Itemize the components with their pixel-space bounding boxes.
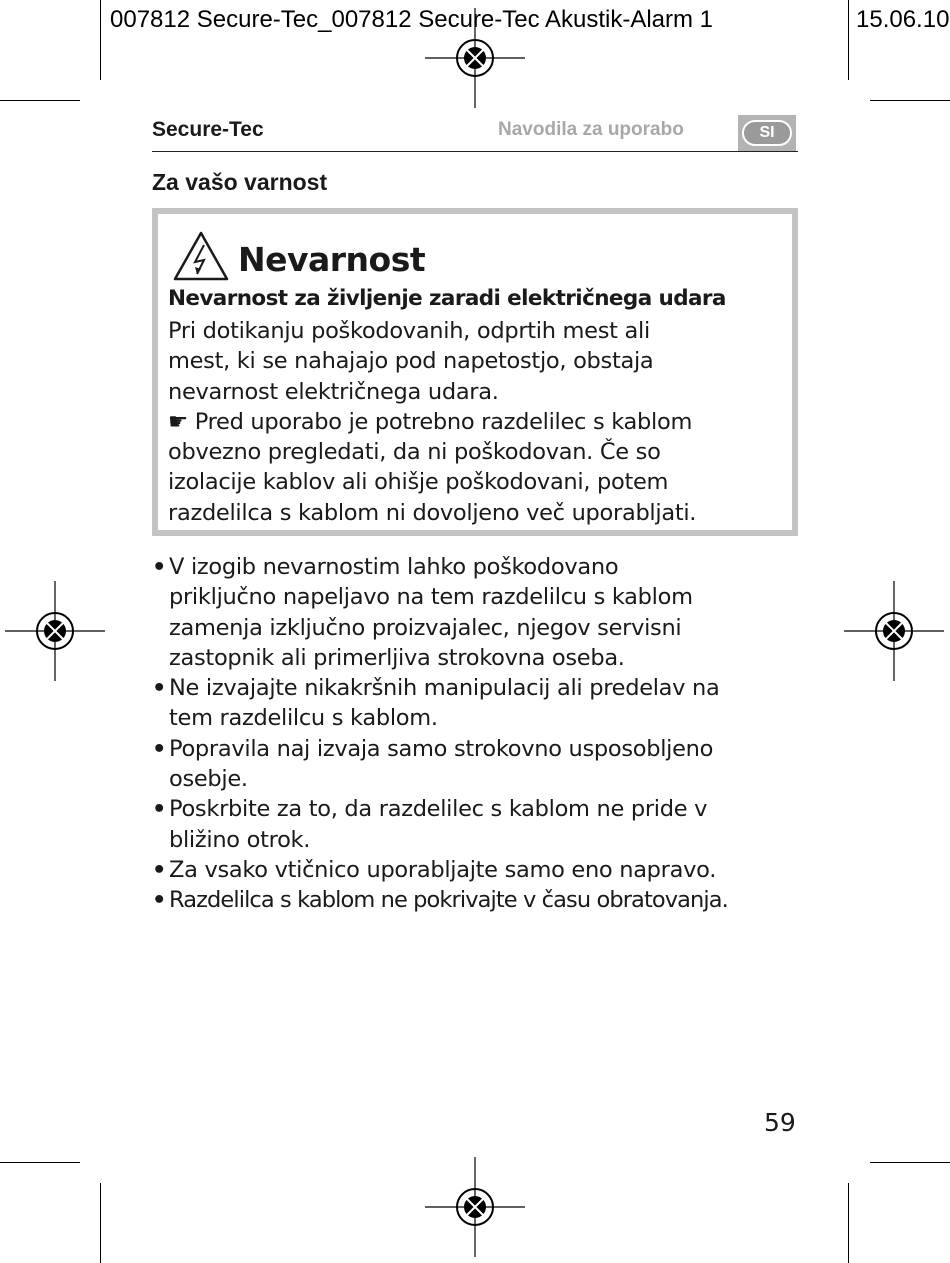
danger-warning-box xyxy=(152,208,798,536)
list-item-line: osebje. xyxy=(169,766,248,793)
list-item-line: zamenja izključno proizvajalec, njegov servisni xyxy=(169,614,682,641)
instruction-text: Pred uporabo je potrebno razdelilec s kablom xyxy=(187,408,693,435)
crop-mark xyxy=(0,1162,80,1163)
list-item xyxy=(152,734,812,795)
bullet-icon: • xyxy=(152,675,167,702)
list-item-line: Razdelilca s kablom ne pokrivajte v času obratovanja. xyxy=(169,887,728,914)
page-number: 59 xyxy=(764,1108,796,1137)
crop-mark xyxy=(848,0,849,80)
list-item-line: Popravila naj izvaja samo strokovno usposobljeno xyxy=(169,735,714,762)
language-code: SI xyxy=(742,120,792,146)
registration-mark-icon xyxy=(844,581,944,681)
list-item-line: tem razdelilcu s kablom. xyxy=(169,705,438,732)
brand-name: Secure-Tec xyxy=(152,118,264,141)
registration-mark-icon xyxy=(425,1157,525,1257)
warning-body xyxy=(168,316,798,528)
list-item xyxy=(152,885,812,915)
list-item-line: priključno napeljavo na tem razdelilcu s kablom xyxy=(169,584,693,611)
bullet-icon: • xyxy=(152,887,166,914)
safety-bullet-list xyxy=(152,552,812,916)
list-item xyxy=(152,855,812,885)
document-title: Navodila za uporabo xyxy=(498,119,684,140)
list-item-line: bližino otrok. xyxy=(169,826,311,853)
list-item-line: Poskrbite za to, da razdelilec s kablom ne pride v xyxy=(169,796,708,823)
high-voltage-warning-icon xyxy=(172,230,230,282)
crop-mark xyxy=(870,100,950,101)
print-slug-date: 15.06.10 xyxy=(856,6,950,33)
section-heading: Za vašo varnost xyxy=(152,169,328,195)
crop-mark xyxy=(100,1183,101,1263)
bullet-icon: • xyxy=(152,554,167,580)
list-item-line: zastopnik ali primerljiva strokovna oseba. xyxy=(169,644,625,671)
warning-text-line: mest, ki se nahajajo pod napetostjo, obstaja xyxy=(168,348,654,375)
warning-text-line: nevarnost električnega udara. xyxy=(168,378,499,405)
warning-instruction-line: obvezno pregledati, da ni poškodovan. Če so xyxy=(168,439,661,466)
warning-instruction-line xyxy=(168,407,798,437)
list-item-line: V izogib nevarnostim lahko poškodovano xyxy=(169,554,619,580)
registration-mark-icon xyxy=(425,8,525,108)
list-item-line: Ne izvajajte nikakršnih manipulacij ali predelav na xyxy=(169,675,720,702)
warning-subtitle: Nevarnost za življenje zaradi električnega udara xyxy=(168,286,726,311)
list-item xyxy=(152,794,812,855)
list-item xyxy=(152,552,812,673)
crop-mark xyxy=(0,100,80,101)
bullet-icon: • xyxy=(152,735,167,762)
print-slug-file: 007812 Secure-Tec_007812 Secure-Tec Akustik-Alarm 1 xyxy=(110,6,713,33)
language-badge xyxy=(738,115,796,151)
warning-text-line: Pri dotikanju poškodovanih, odprtih mest ali xyxy=(168,318,650,344)
crop-mark xyxy=(848,1183,849,1263)
header-divider xyxy=(152,151,798,152)
bullet-icon: • xyxy=(152,856,167,883)
registration-mark-icon xyxy=(5,581,105,681)
list-item xyxy=(152,673,812,734)
warning-instruction-line: izolacije kablov ali ohišje poškodovani, potem xyxy=(168,469,669,496)
pointing-hand-icon: ☛ xyxy=(168,408,188,435)
crop-mark xyxy=(870,1162,950,1163)
bullet-icon: • xyxy=(152,796,167,823)
crop-mark xyxy=(100,0,101,80)
list-item-line: Za vsako vtičnico uporabljajte samo eno napravo. xyxy=(169,856,717,883)
warning-title: Nevarnost xyxy=(238,240,426,279)
warning-instruction-line: razdelilca s kablom ni dovoljeno več uporabljati. xyxy=(168,499,697,526)
